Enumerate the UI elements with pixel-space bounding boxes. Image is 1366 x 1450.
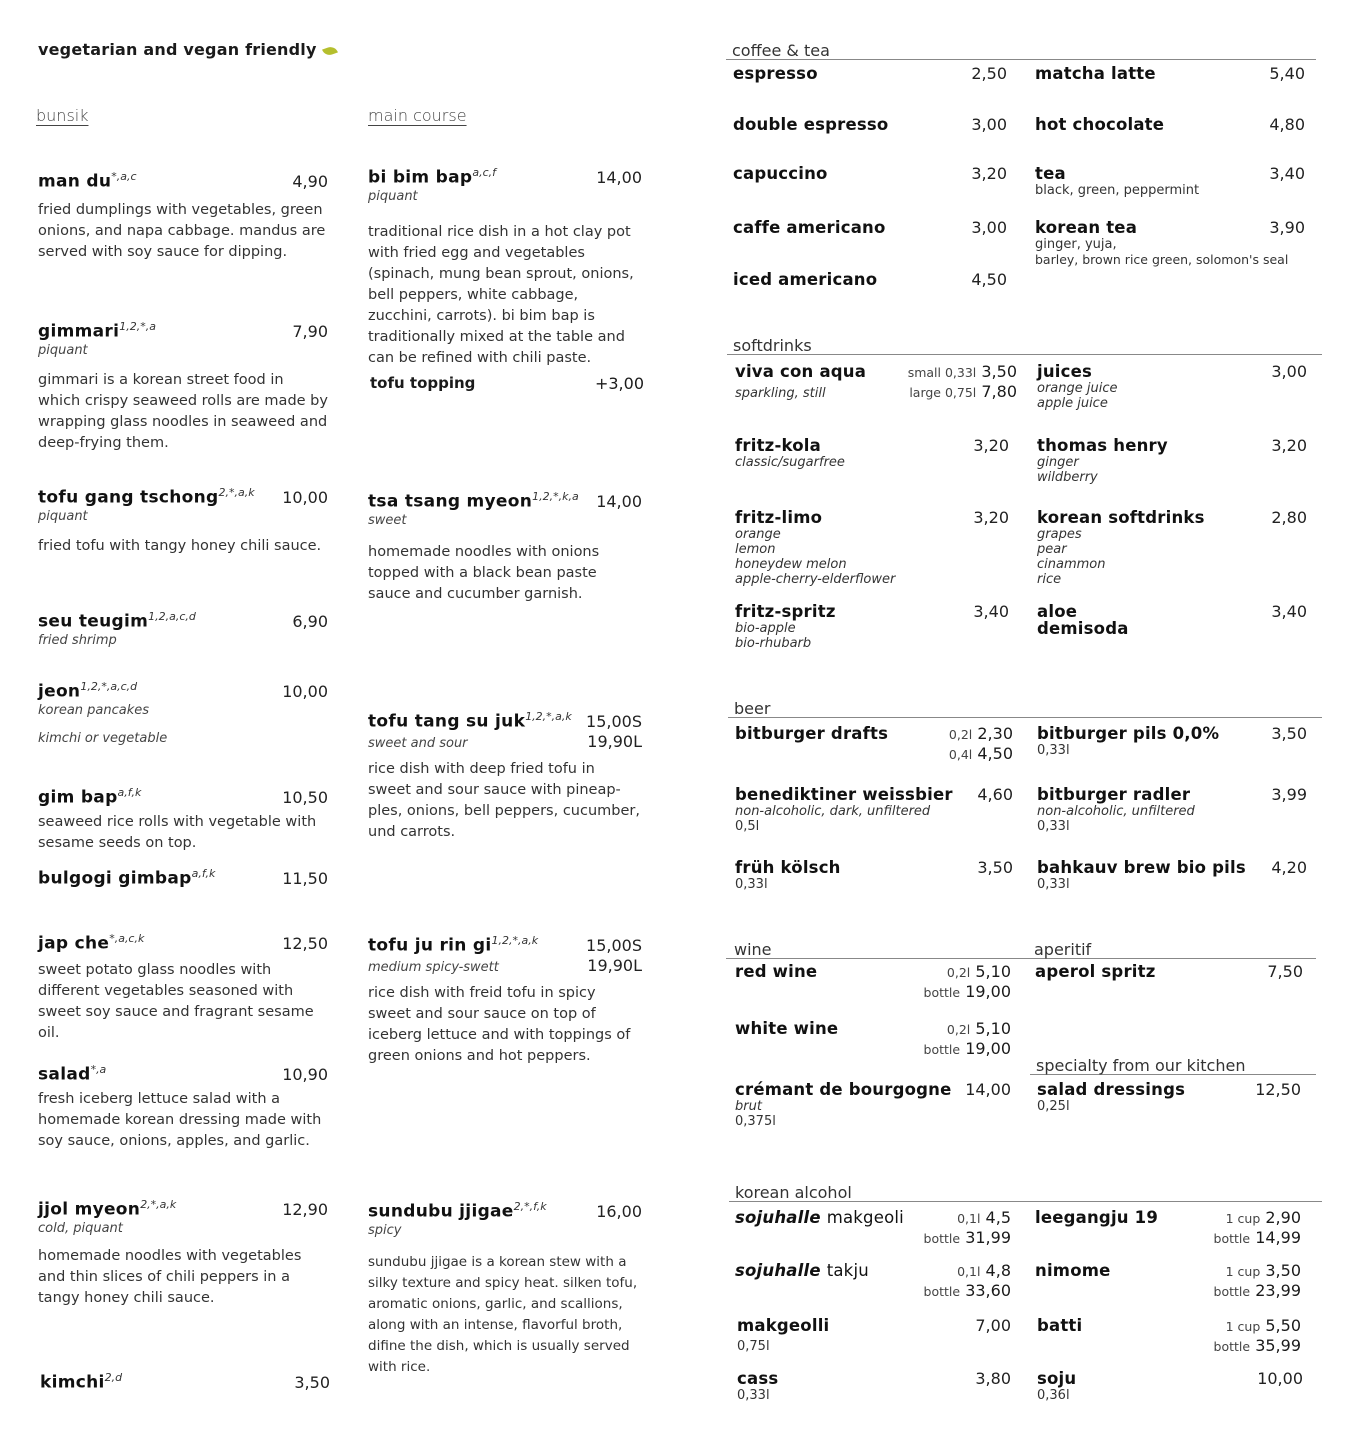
drink-thomas-henry: thomas henry 3,20 ginger wildberry xyxy=(1037,436,1307,485)
leaf-icon xyxy=(322,44,338,56)
menu-item-tofu-ju-rin-gi: tofu ju rin $gi^{1,2,*,a,k}$ 15,00S medium spicy-swett 19,90L rice dish with freid tofu in spicy sweet and sour sauce on top of iceberg lettuce and with toppings of green onions and hot peppers. xyxy=(368,934,642,1064)
menu-item-man-du: man $du^{*,a,c}$ 4,90 fried dumplings with vegetables, green onions, and napa cabbage. mandus are served with soy sauce for dipping. xyxy=(38,170,328,260)
drink-juices: juices 3,00 orange juice apple juice xyxy=(1037,362,1307,411)
drink-korean-softdrinks: korean softdrinks 2,80 grapes pear cinammon rice xyxy=(1037,508,1307,587)
drink-viva-con-aqua: viva con aqua small 0,33l 3,50 sparkling, still large 0,75l 7,80 xyxy=(735,362,1017,401)
beer-heading: beer xyxy=(728,700,1322,718)
drink-espresso: espresso 2,50 xyxy=(733,64,1007,83)
menu-item-gim-bap: gim bap$^{a,f,k}$ 10,50 seaweed rice rolls with vegetable with sesame seeds on top. xyxy=(38,786,328,851)
drink-hot-chocolate: hot chocolate 4,80 xyxy=(1035,115,1305,134)
menu-item-jeon: jeon$^{1,2,*,a,c,d}$ 10,00 korean pancakes kimchi or vegetable xyxy=(38,680,328,746)
menu-item-jap-che: jap che$^{*,a,c,k}$ 12,50 sweet potato glass noodles with different vegetables seasoned with sweet soy sauce and fragrant sesame oil. xyxy=(38,932,328,1041)
drink-nimome: nimome 1 cup 3,50 bottle 23,99 xyxy=(1035,1261,1301,1300)
menu-item-jjol-myeon: jjol myeon$^{2,*,a,k}$ 12,90 cold, piquant homemade noodles with vegetables and thin slices of chili peppers in a tangy honey chili sauce. xyxy=(38,1198,328,1306)
menu-item-salad: salad$^{*,a}$ 10,90 fresh iceberg lettuce salad with a homemade korean dressing made with soy sauce, onions, apples, and garlic. xyxy=(38,1063,328,1149)
menu-item-gimmari: gimmari$^{1,2,*,a}$ 7,90 piquant gimmari is a korean street food in which crispy seaweed rolls are made by wrapping glass noodles in seaweed and deep-frying them. xyxy=(38,320,328,451)
drink-double-espresso: double espresso 3,00 xyxy=(733,115,1007,134)
page-title: vegetarian and vegan friendly xyxy=(38,40,337,59)
drink-white-wine: white wine 0,2l 5,10 bottle 19,00 xyxy=(735,1019,1011,1058)
menu-item-bulgogi-gimbap: bulgogi gimbap$^{a,f,k}$ 11,50 xyxy=(38,867,328,889)
menu-item-kimchi: kimchi$^{2,d}$ 3,50 xyxy=(40,1371,330,1393)
drink-fritz-kola: fritz-kola 3,20 classic/sugarfree xyxy=(735,436,1009,470)
drink-iced-americano: iced americano 4,50 xyxy=(733,270,1007,289)
drink-sojuhalle-takju: sojuhalle takju 0,1l 4,8 bottle 33,60 xyxy=(735,1261,1011,1300)
bunsik-heading: bunsik xyxy=(36,106,89,125)
menu-item-tsa-tsang-myeon: tsa tsang myeon$^{1,2,*,k,a}$ 14,00 sweet homemade noodles with onions topped with a black bean paste sauce and cucumber garnish. xyxy=(368,490,642,602)
wine-rule xyxy=(726,958,1316,959)
drink-leegangju: leegangju 19 1 cup 2,90 bottle 14,99 xyxy=(1035,1208,1301,1247)
softdrinks-heading: softdrinks xyxy=(727,337,1322,355)
drink-korean-tea: korean tea 3,90 ginger, yuja, barley, brown rice green, solomon's seal xyxy=(1035,218,1305,267)
drink-bahkauv-brew: bahkauv brew bio pils 4,20 0,33l xyxy=(1037,858,1307,892)
drink-matcha-latte: matcha latte 5,40 xyxy=(1035,64,1305,83)
menu-item-tofu-tang-su-juk: tofu tang su juk$^{1,2,*,a,k}$ 15,00S sweet and sour 19,90L rice dish with deep fried tofu in sweet and sour sauce with pineap-ples, onions, bell peppers, cucumber, und carrots. xyxy=(368,710,642,840)
drink-soju: soju 10,00 0,36l xyxy=(1037,1369,1303,1403)
drink-fritz-spritz: fritz-spritz 3,40 bio-apple bio-rhubarb xyxy=(735,602,1009,651)
drink-sojuhalle-makgeoli: sojuhalle makgeoli 0,1l 4,5 bottle 31,99 xyxy=(735,1208,1011,1247)
drink-fritz-limo: fritz-limo 3,20 orange lemon honeydew melon apple-cherry-elderflower xyxy=(735,508,1009,587)
drink-cremant: crémant de bourgogne 14,00 brut 0,375l xyxy=(735,1080,1011,1129)
drink-tea: tea 3,40 black, green, peppermint xyxy=(1035,164,1305,198)
tofu-topping: tofu topping +3,00 xyxy=(370,374,644,393)
drink-batti: batti 1 cup 5,50 bottle 35,99 xyxy=(1037,1316,1301,1355)
menu-item-sundubu-jjigae: sundubu jjigae$^{2,*,f,k}$ 16,00 spicy sundubu jjigae is a korean stew with a silky texture and spicy heat. silken tofu, aromatic onions, garlic, and scallions, along with an intense, flavorful broth, difine the dish, which is usually served with rice. xyxy=(368,1200,642,1375)
drink-aperol-spritz: aperol spritz 7,50 xyxy=(1035,962,1303,981)
drink-caffe-americano: caffe americano 3,00 xyxy=(733,218,1007,237)
drink-capuccino: capuccino 3,20 xyxy=(733,164,1007,183)
drink-bitburger-drafts: bitburger drafts 0,2l 2,30 0,4l 4,50 xyxy=(735,724,1013,763)
menu-item-seu-teugim: seu teugim$^{1,2,a,c,d}$ 6,90 fried shrimp xyxy=(38,610,328,648)
drink-benediktiner-weissbier: benediktiner weissbier 4,60 non-alcoholic, dark, unfiltered 0,5l xyxy=(735,785,1013,834)
korean-alcohol-heading: korean alcohol xyxy=(729,1184,1322,1202)
specialty-salad-dressings: salad dressings 12,50 0,25l xyxy=(1037,1080,1301,1114)
drink-makgeolli: makgeolli 7,00 0,75l xyxy=(737,1316,1011,1354)
coffee-tea-heading: coffee & tea xyxy=(726,42,1316,60)
menu-item-tofu-gang-tschong: tofu gang tschong$^{2,*,a,k}$ 10,00 piquant fried tofu with tangy honey chili sauce. xyxy=(38,486,328,554)
main-course-heading: main course xyxy=(368,106,467,125)
drink-cass: cass 3,80 0,33l xyxy=(737,1369,1011,1403)
drink-bitburger-pils: bitburger pils 0,0% 3,50 0,33l xyxy=(1037,724,1307,758)
drink-red-wine: red wine 0,2l 5,10 bottle 19,00 xyxy=(735,962,1011,1001)
wine-heading: wine xyxy=(734,940,772,959)
menu-item-bi-bim-bap: bi bim bap$^{a,c,f}$ 14,00 piquant traditional rice dish in a hot clay pot with fried egg and vegetables (spinach, mung bean sprout, onions, bell peppers, white cabbage, zucchini, carrots). bi bim bap is traditionally mixed at the table and can be refined with chili paste. xyxy=(368,166,642,366)
drink-bitburger-radler: bitburger radler 3,99 non-alcoholic, unfiltered 0,33l xyxy=(1037,785,1307,834)
drink-aloe-demisoda: aloe 3,40 demisoda xyxy=(1037,602,1307,638)
drink-frueh-koelsch: früh kölsch 3,50 0,33l xyxy=(735,858,1013,892)
aperitif-heading: aperitif xyxy=(1034,940,1092,959)
specialty-heading: specialty from our kitchen xyxy=(1030,1057,1316,1075)
